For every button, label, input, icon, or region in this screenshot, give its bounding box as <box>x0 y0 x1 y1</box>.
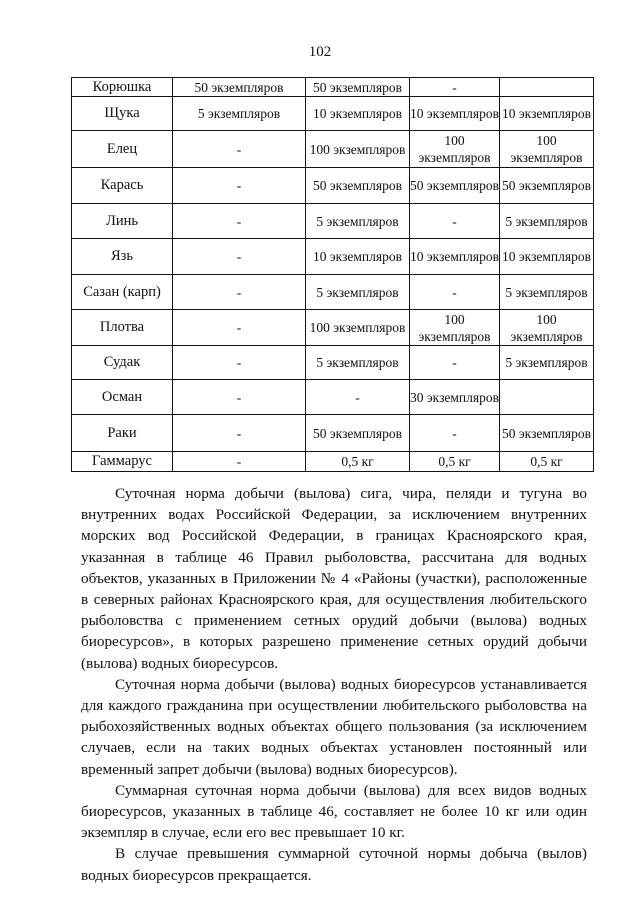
norm-cell-c2: 50 экземпляров <box>306 415 410 452</box>
species-name-cell: Осман <box>72 380 173 415</box>
norm-cell-c3: - <box>410 346 500 380</box>
paragraph-net-gear-norm: Суточная норма добычи (вылова) сига, чира, пеляди и тугуна во внутренних водах Российской Федерации, за исключением внутренних морских вод Российской Федерации, в границах Красноярского края, указанная в таблице 46 Правил рыболовства, рассчитана для водных объектов, указанных в Приложении № 4 «Районы (участки), расположенные в северных районах Красноярского края, для осуществления любительского рыболовства с применением сетных орудий добычи (вылова) водных биоресурсов», в которых разрешено применение сетных орудий добычи (вылова) водных биоресурсов. <box>81 485 587 672</box>
table-row <box>72 275 594 310</box>
norm-cell-c3: 10 экземпляров <box>410 239 500 275</box>
norm-cell-c3: 50 экземпляров <box>410 168 500 204</box>
norm-cell-c2: 100 экземпляров <box>306 310 410 346</box>
paragraph-total-daily-norm: Суммарная суточная норма добычи (вылова) для всех видов водных биоресурсов, указанных в таблице 46, составляет не более 10 кг или один экземпляр в случае, если его вес превышает 10 кг. <box>81 781 587 842</box>
norm-cell-c2: - <box>306 380 410 415</box>
table-row <box>72 452 594 472</box>
species-name-cell: Линь <box>72 204 173 239</box>
species-name-cell: Язь <box>72 239 173 275</box>
norm-cell-c4 <box>500 380 594 415</box>
norm-cell-c4: 5 экземпляров <box>500 204 594 239</box>
norm-cell-c1: - <box>173 380 306 415</box>
norm-cell-c2: 0,5 кг <box>306 452 410 472</box>
norm-cell-c3: 10 экземпляров <box>410 97 500 131</box>
species-name-cell: Щука <box>72 97 173 131</box>
norm-cell-c1: 50 экземпляров <box>173 78 306 97</box>
norm-cell-c2: 5 экземпляров <box>306 204 410 239</box>
norm-cell-c4: 50 экземпляров <box>500 415 594 452</box>
norm-cell-c4: 5 экземпляров <box>500 346 594 380</box>
paragraph-exceeding-norm: В случае превышения суммарной суточной нормы добыча (вылов) водных биоресурсов прекращается. <box>81 845 587 884</box>
norm-cell-c3: 0,5 кг <box>410 452 500 472</box>
species-name-cell: Раки <box>72 415 173 452</box>
norm-cell-c2: 5 экземпляров <box>306 346 410 380</box>
norm-cell-c3: - <box>410 78 500 97</box>
norm-cell-c1: - <box>173 310 306 346</box>
norm-cell-c2: 10 экземпляров <box>306 97 410 131</box>
fish-catch-norms-table <box>71 77 594 472</box>
page-number: 102 <box>308 44 332 60</box>
table-row <box>72 131 594 168</box>
table-row <box>72 204 594 239</box>
body-text <box>81 483 587 886</box>
species-name-cell: Гаммарус <box>72 452 173 472</box>
table-row <box>72 78 594 97</box>
norm-cell-c4: 10 экземпляров <box>500 239 594 275</box>
norm-cell-c3: 100 экземпляров <box>410 310 500 346</box>
norm-cell-c1: - <box>173 131 306 168</box>
norm-cell-c1: 5 экземпляров <box>173 97 306 131</box>
norm-cell-c4: 100 экземпляров <box>500 310 594 346</box>
norm-cell-c1: - <box>173 275 306 310</box>
table-row <box>72 239 594 275</box>
species-name-cell: Судак <box>72 346 173 380</box>
norm-cell-c1: - <box>173 204 306 239</box>
norm-cell-c1: - <box>173 168 306 204</box>
norm-cell-c1: - <box>173 415 306 452</box>
norm-cell-c4: 5 экземпляров <box>500 275 594 310</box>
species-name-cell: Карась <box>72 168 173 204</box>
norm-cell-c2: 50 экземпляров <box>306 78 410 97</box>
species-name-cell: Корюшка <box>72 78 173 97</box>
table-row <box>72 346 594 380</box>
table-row <box>72 168 594 204</box>
species-name-cell: Плотва <box>72 310 173 346</box>
norm-cell-c4 <box>500 78 594 97</box>
norm-cell-c4: 50 экземпляров <box>500 168 594 204</box>
norm-cell-c2: 5 экземпляров <box>306 275 410 310</box>
table-row <box>72 97 594 131</box>
norm-cell-c2: 50 экземпляров <box>306 168 410 204</box>
norm-cell-c3: 100 экземпляров <box>410 131 500 168</box>
norm-cell-c1: - <box>173 346 306 380</box>
paragraph-daily-norm-per-citizen: Суточная норма добычи (вылова) водных биоресурсов устанавливается для каждого гражданина при осуществлении любительского рыболовства на рыбохозяйственных водных объектах общего пользования (за исключением случаев, если на таких водных объектах установлен постоянный или временный запрет добычи (вылова) водных биоресурсов). <box>81 675 587 778</box>
norm-cell-c3: - <box>410 275 500 310</box>
norm-cell-c2: 10 экземпляров <box>306 239 410 275</box>
norm-cell-c4: 0,5 кг <box>500 452 594 472</box>
norm-cell-c4: 100 экземпляров <box>500 131 594 168</box>
table-row <box>72 380 594 415</box>
species-name-cell: Сазан (карп) <box>72 275 173 310</box>
norm-cell-c3: - <box>410 204 500 239</box>
table-row <box>72 310 594 346</box>
norm-cell-c1: - <box>173 239 306 275</box>
norm-cell-c2: 100 экземпляров <box>306 131 410 168</box>
table-row <box>72 415 594 452</box>
norm-cell-c4: 10 экземпляров <box>500 97 594 131</box>
norm-cell-c1: - <box>173 452 306 472</box>
species-name-cell: Елец <box>72 131 173 168</box>
norm-cell-c3: - <box>410 415 500 452</box>
norm-cell-c3: 30 экземпляров <box>410 380 500 415</box>
